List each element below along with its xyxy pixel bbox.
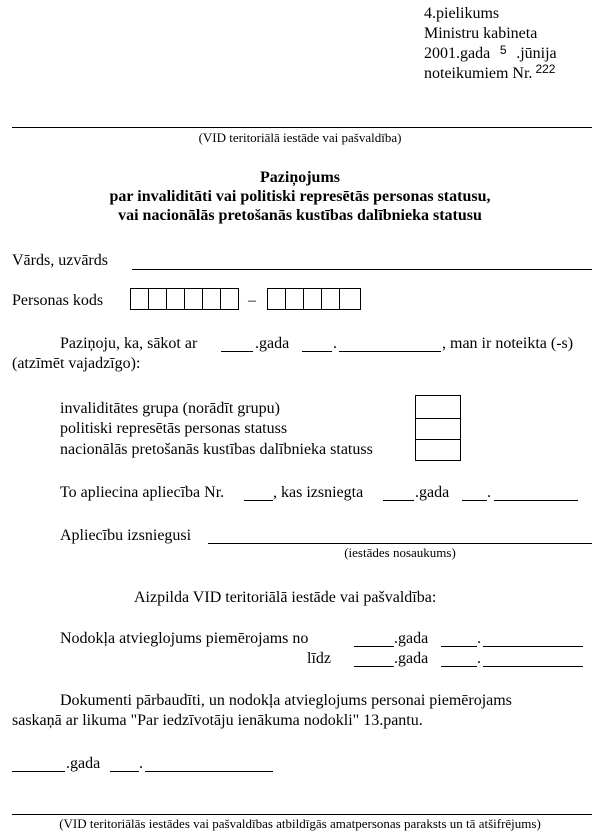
date-year-field[interactable] bbox=[12, 771, 65, 772]
date-gada: .gada bbox=[66, 755, 101, 772]
relief-to-label: līdz bbox=[307, 650, 331, 667]
relief-to-month-field[interactable] bbox=[483, 666, 583, 667]
issuer-field[interactable] bbox=[208, 543, 592, 544]
checkbox-repressed[interactable] bbox=[415, 418, 461, 440]
annex-line-4 bbox=[424, 62, 556, 83]
relief-from-gada: .gada bbox=[394, 630, 429, 647]
doc-title-1: Paziņojums bbox=[260, 169, 340, 186]
statement-start: Paziņoju, ka, sākot ar bbox=[60, 335, 198, 352]
certificate-issued-label: , kas izsniegta bbox=[273, 484, 364, 501]
relief-from-label: Nodokļa atvieglojums piemērojams no bbox=[60, 630, 309, 647]
statement-gada: .gada bbox=[255, 335, 290, 352]
relief-from-day-field[interactable] bbox=[441, 646, 477, 647]
certificate-number-field[interactable] bbox=[244, 500, 273, 501]
statement-day-field[interactable] bbox=[302, 351, 332, 352]
certificate-month-field[interactable] bbox=[494, 500, 578, 501]
date-day-field[interactable] bbox=[110, 771, 139, 772]
verified-line-2: saskaņā ar likuma "Par iedzīvotāju ienākuma nodokli" 13.pantu. bbox=[12, 712, 423, 729]
code-digit-10[interactable] bbox=[321, 288, 340, 310]
relief-from-month-field[interactable] bbox=[483, 646, 583, 647]
code-digit-2[interactable] bbox=[148, 288, 167, 310]
option-disability: invaliditātes grupa (norādīt grupu) bbox=[60, 400, 280, 417]
code-digit-9[interactable] bbox=[303, 288, 322, 310]
statement-month-field[interactable] bbox=[339, 351, 441, 352]
statement-dot: . bbox=[333, 335, 337, 352]
code-digit-11[interactable] bbox=[339, 288, 361, 310]
annex-reg-number: 222 bbox=[535, 62, 556, 76]
date-dot: . bbox=[139, 755, 143, 772]
authority-line[interactable] bbox=[12, 127, 592, 128]
relief-to-year-field[interactable] bbox=[354, 666, 394, 667]
relief-from-year-field[interactable] bbox=[354, 646, 394, 647]
code-digit-1[interactable] bbox=[130, 288, 149, 310]
certificate-gada: .gada bbox=[415, 484, 450, 501]
signature-line[interactable] bbox=[12, 814, 592, 815]
checkbox-resistance[interactable] bbox=[415, 439, 461, 461]
annex-line-1: 4.pielikums bbox=[424, 5, 500, 22]
relief-to-dot: . bbox=[477, 650, 481, 667]
code-digit-6[interactable] bbox=[220, 288, 239, 310]
authority-caption: (VID teritoriālā iestāde vai pašvaldība) bbox=[198, 130, 402, 145]
code-dash: – bbox=[248, 292, 256, 309]
annex-line-3 bbox=[424, 45, 557, 63]
relief-to-gada: .gada bbox=[394, 650, 429, 667]
checkbox-disability[interactable] bbox=[415, 395, 461, 419]
issuer-caption: (iestādes nosaukums) bbox=[344, 545, 456, 560]
annex-day: 5 bbox=[499, 43, 507, 57]
name-field[interactable] bbox=[132, 269, 592, 270]
relief-from-dot: . bbox=[477, 630, 481, 647]
code-label: Personas kods bbox=[12, 292, 104, 309]
section-heading: Aizpilda VID teritoriālā iestāde vai pašvaldība: bbox=[134, 589, 437, 606]
relief-to-day-field[interactable] bbox=[441, 666, 477, 667]
statement-year-field[interactable] bbox=[221, 351, 253, 352]
statement-instruction: (atzīmēt vajadzīgo): bbox=[12, 355, 141, 372]
annex-month: .jūnija bbox=[516, 45, 557, 62]
certificate-day-field[interactable] bbox=[462, 500, 487, 501]
option-repressed: politiski represētās personas statuss bbox=[60, 420, 288, 437]
signature-caption: (VID teritoriālās iestādes vai pašvaldības atbildīgās amatpersonas paraksts un tā atšifrējums) bbox=[59, 816, 541, 831]
option-resistance: nacionālās pretošanās kustības dalībnieka statuss bbox=[60, 441, 373, 458]
annex-line-2: Ministru kabineta bbox=[424, 25, 538, 42]
code-digit-7[interactable] bbox=[267, 288, 286, 310]
code-digit-4[interactable] bbox=[184, 288, 203, 310]
verified-line-1: Dokumenti pārbaudīti, un nodokļa atvieglojums personai piemērojams bbox=[60, 692, 512, 709]
doc-title-2: par invaliditāti vai politiski represētās personas statusu, bbox=[109, 188, 491, 205]
doc-title-3: vai nacionālās pretošanās kustības dalībnieka statusu bbox=[118, 207, 482, 224]
issuer-label: Apliecību izsniegusi bbox=[60, 527, 192, 544]
code-digit-5[interactable] bbox=[202, 288, 221, 310]
statement-end: , man ir noteikta (-s) bbox=[442, 335, 574, 352]
annex-reg-label: noteikumiem Nr. bbox=[424, 65, 533, 82]
certificate-label: To apliecina apliecība Nr. bbox=[60, 484, 225, 501]
certificate-year-field[interactable] bbox=[383, 500, 414, 501]
code-digit-8[interactable] bbox=[285, 288, 304, 310]
name-label: Vārds, uzvārds bbox=[12, 252, 108, 269]
annex-year: 2001.gada bbox=[424, 45, 491, 62]
date-month-field[interactable] bbox=[145, 771, 273, 772]
code-digit-3[interactable] bbox=[166, 288, 185, 310]
certificate-dot: . bbox=[487, 484, 491, 501]
